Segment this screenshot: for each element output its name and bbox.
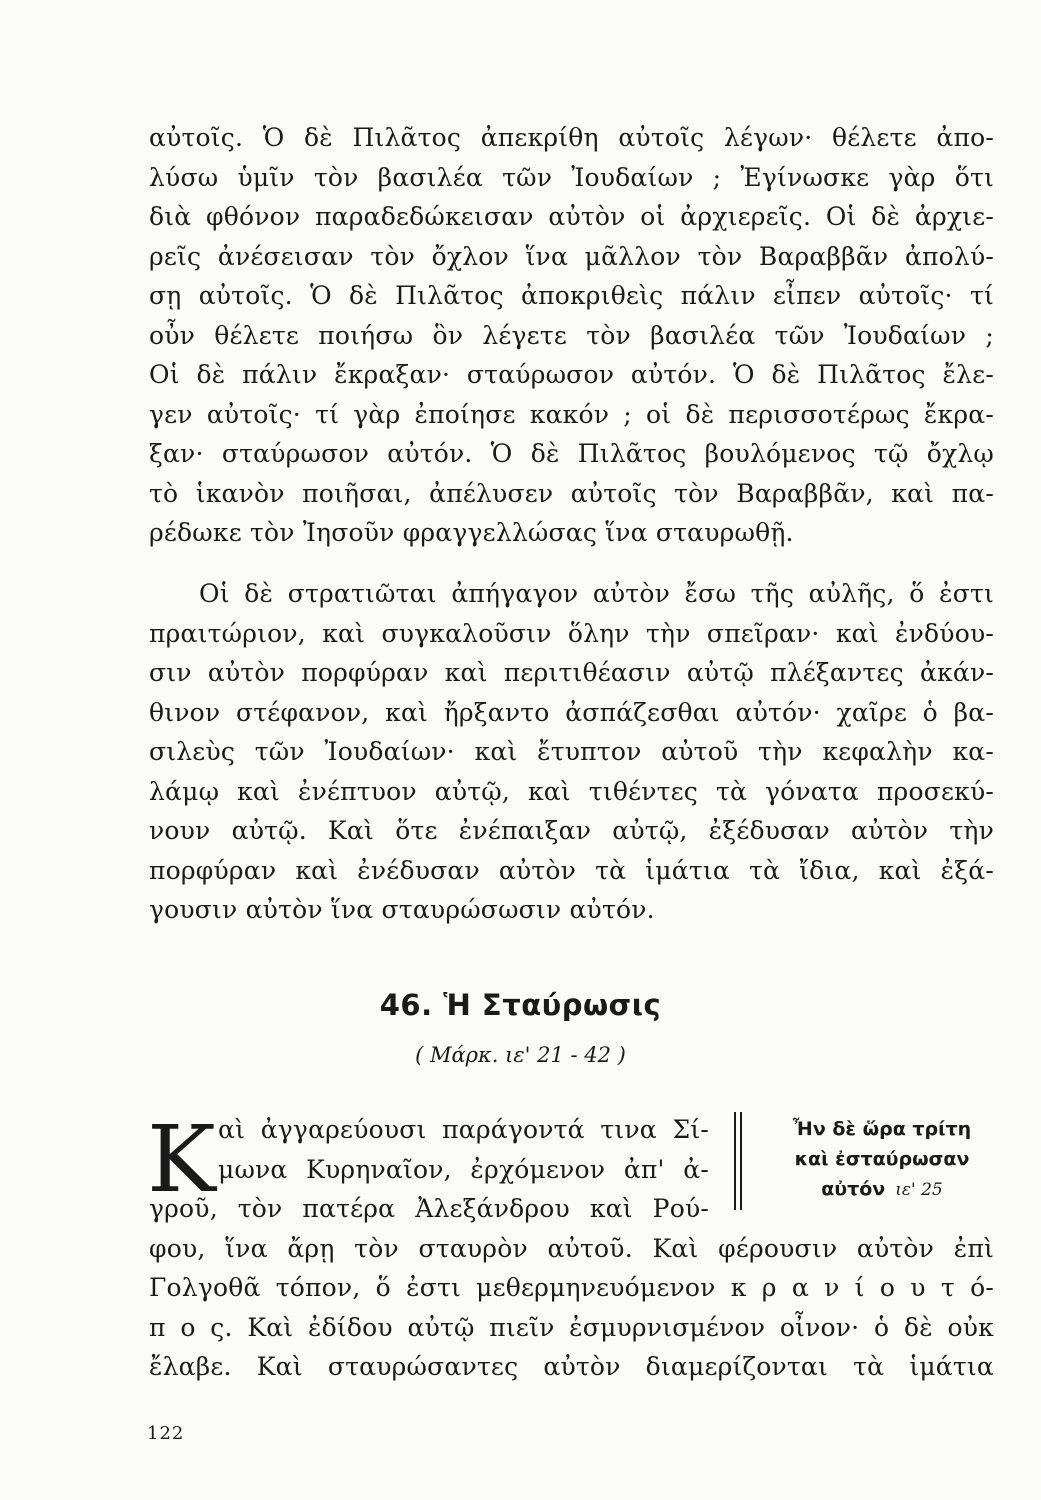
text-line: Γολγοθᾶ τόπον, ὅ ἐστι μεθερμηνευόμενον κ ρ α ν ί ο υ τ ό- — [149, 1273, 994, 1302]
text-line: λάμῳ καὶ ἐνέπτυον αὐτῷ, καὶ τιθέντες τὰ γόνατα προσεκύ- — [149, 776, 994, 806]
page-number: 122 — [147, 1423, 185, 1444]
text-line: γουσιν αὐτὸν ἵνα σταυρώσωσιν αὐτόν. — [149, 895, 655, 924]
text-line: ξαν· σταύρωσον αὐτόν. Ὁ δὲ Πιλᾶτος βουλόμενος τῷ ὄχλῳ — [149, 439, 994, 468]
text-line: σῃ αὐτοῖς. Ὁ δὲ Πιλᾶτος ἀποκριθεὶς πάλιν εἶπεν αὐτοῖς· τί — [149, 281, 994, 310]
text-line: γροῦ, τὸν πατέρα Ἀλεξάνδρου καὶ Ρού- — [149, 1194, 709, 1223]
text-line: Οἱ δὲ πάλιν ἔκραξαν· σταύρωσον αὐτόν. Ὁ δὲ Πιλᾶτος ἔλε- — [149, 360, 994, 389]
text-line: φου, ἵνα ἄρῃ τὸν σταυρὸν αὐτοῦ. Καὶ φέρουσιν αὐτὸν ἐπὶ — [149, 1233, 994, 1263]
text-line: αὶ ἀγγαρεύουσι παράγοντά τινα Σί- — [218, 1115, 709, 1144]
text-line: ρέδωκε τὸν Ἰησοῦν φραγγελλώσας ἵνα σταυρωθῇ. — [149, 518, 794, 547]
text-line: Οἱ δὲ στρατιῶται ἀπήγαγον αὐτὸν ἔσω τῆς αὐλῆς, ὅ ἐστι — [199, 579, 994, 608]
text-line: νουν αὐτῷ. Καὶ ὅτε ἐνέπαιξαν αὐτῷ, ἐξέδυσαν αὐτὸν τὴν — [149, 816, 994, 845]
margin-divider-rule — [734, 1112, 736, 1210]
text-line: π ο ς. Καὶ ἐδίδου αὐτῷ πιεῖν ἐσμυρνισμένον οἶνον· ὁ δὲ οὐκ — [149, 1312, 994, 1342]
margin-note-line — [752, 1174, 1012, 1205]
text-line: σιλεὺς τῶν Ἰουδαίων· καὶ ἔτυπτον αὐτοῦ τὴν κεφαλὴν κα- — [149, 737, 994, 766]
paragraph-1 — [149, 118, 994, 553]
text-line: γεν αὐτοῖς· τί γὰρ ἐποίησε κακόν ; οἱ δὲ περισσοτέρως ἔκρα- — [149, 399, 994, 429]
margin-divider-rule — [740, 1112, 742, 1210]
section-heading: 46. Ἡ Σταύρωσις — [379, 988, 662, 1022]
margin-note-word: αὐτόν — [821, 1178, 886, 1200]
text-line: οὖν θέλετε ποιήσω ὃν λέγετε τὸν βασιλέα τῶν Ἰουδαίων ; — [149, 320, 994, 350]
text-line: τὸ ἱκανὸν ποιῆσαι, ἀπέλυσεν αὐτοῖς τὸν Βαραββᾶν, καὶ πα- — [149, 478, 994, 508]
text-line: σιν αὐτὸν πορφύραν καὶ περιτιθέασιν αὐτῷ πλέξαντες ἀκάν- — [149, 658, 994, 687]
text-line: λύσω ὑμῖν τὸν βασιλέα τῶν Ἰουδαίων ; Ἐγίνωσκε γὰρ ὅτι — [149, 162, 994, 192]
text-line: ἔλαβε. Καὶ σταυρώσαντες αὐτὸν διαμερίζονται τὰ ἱμάτια — [149, 1352, 994, 1381]
margin-note — [752, 1114, 1012, 1205]
text-line: μωνα Κυρηναῖον, ἐρχόμενον ἀπ' ἀ- — [218, 1154, 709, 1184]
text-line: πορφύραν καὶ ἐνέδυσαν αὐτὸν τὰ ἱμάτια τὰ ἴδια, καὶ ἐξά- — [149, 855, 994, 885]
margin-note-reference: ιε' 25 — [895, 1180, 943, 1200]
text-line: ρεῖς ἀνέσεισαν τὸν ὄχλον ἵνα μᾶλλον τὸν Βαραββᾶν ἀπολύ- — [149, 241, 994, 271]
margin-note-line: Ἦν δὲ ὥρα τρίτη — [792, 1118, 972, 1140]
text-line: αὐτοῖς. Ὁ δὲ Πιλᾶτος ἀπεκρίθη αὐτοῖς λέγων· θέλετε ἀπο- — [149, 123, 994, 152]
margin-note-line: καὶ ἐσταύρωσαν — [794, 1148, 970, 1170]
text-line: διὰ φθόνον παραδεδώκεισαν αὐτὸν οἱ ἀρχιερεῖς. Οἱ δὲ ἀρχιε- — [149, 202, 994, 231]
drop-cap: Κ — [147, 1106, 216, 1213]
paragraph-2 — [149, 574, 994, 930]
text-line: θινον στέφανον, καὶ ἤρξαντο ἀσπάζεσθαι αὐτόν· χαῖρε ὁ βα- — [149, 697, 994, 727]
text-line: πραιτώριον, καὶ συγκαλοῦσιν ὅλην τὴν σπεῖραν· καὶ ἐνδύου- — [149, 618, 994, 648]
section-reference: ( Μάρκ. ιε' 21 - 42 ) — [415, 1043, 626, 1067]
